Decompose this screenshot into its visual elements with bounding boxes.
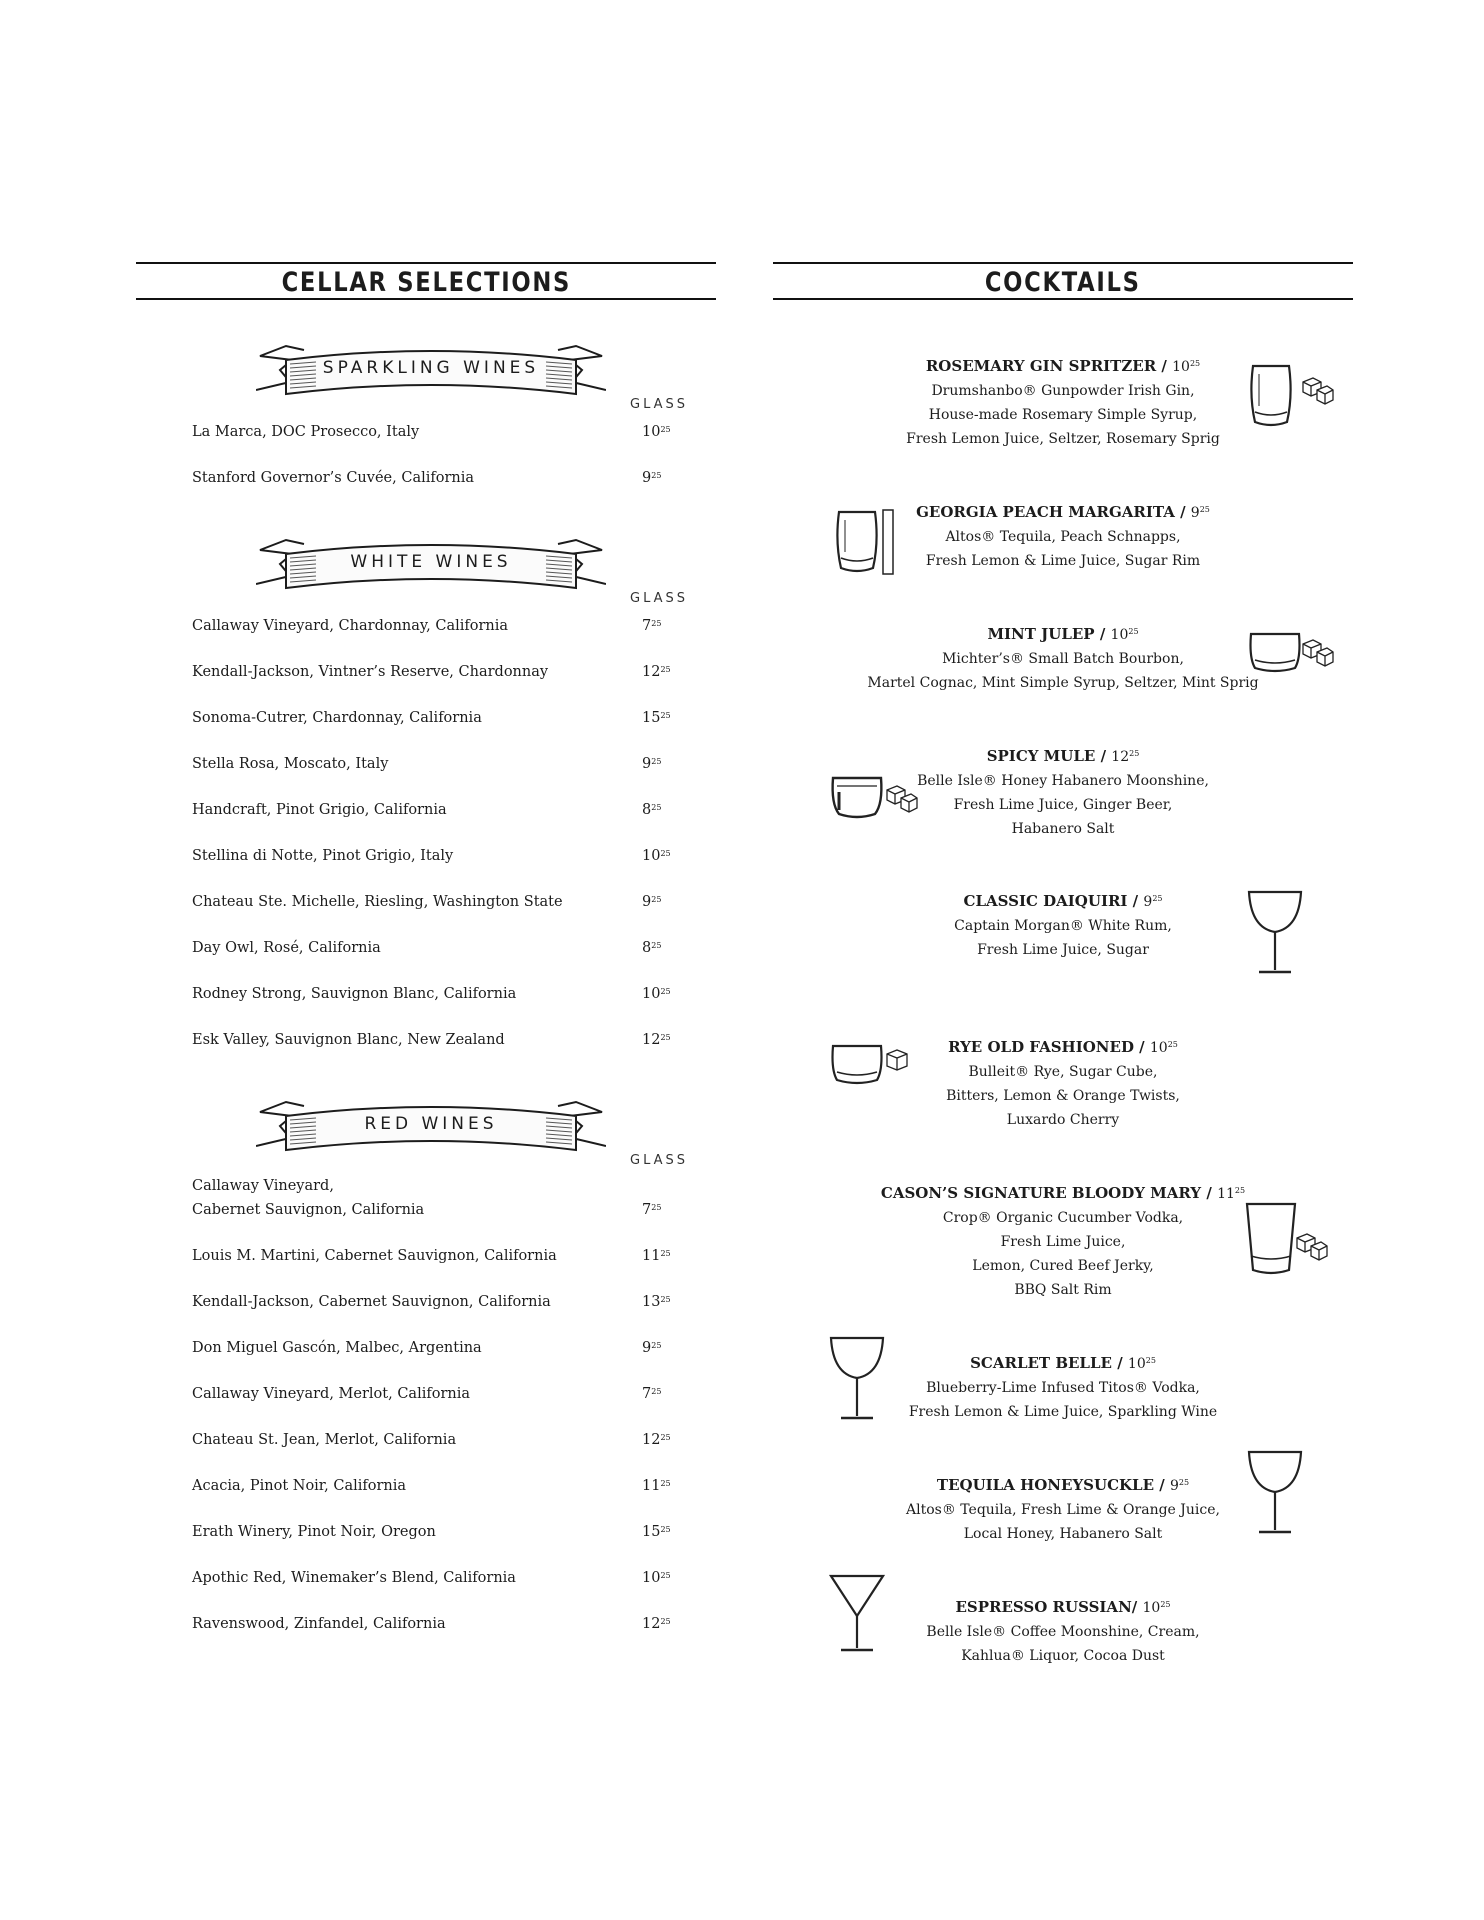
wine-row (192, 982, 712, 1006)
wine-name-line: Louis M. Martini, Cabernet Sauvignon, California (192, 1248, 557, 1264)
wine-name-line: Erath Winery, Pinot Noir, Oregon (192, 1524, 436, 1540)
cocktail-ingredients: Fresh Lemon & Lime Juice, Sugar Rim (925, 553, 1201, 569)
price-cents: 25 (1160, 1600, 1171, 1609)
wine-name (192, 1520, 622, 1544)
wine-name (192, 1428, 622, 1452)
cocktail-name: RYE OLD FASHIONED (948, 1038, 1134, 1056)
price-cents: 25 (651, 895, 662, 904)
price-dollars: 9 (642, 894, 652, 910)
highball-glass-icon (833, 508, 881, 578)
price-separator: / (1111, 1354, 1128, 1372)
wine-name (192, 1028, 622, 1052)
cocktail-price: 11 (1217, 1186, 1235, 1202)
wine-price (642, 1382, 661, 1406)
cocktail-ingredients: Luxardo Cherry (1006, 1112, 1120, 1128)
price-cents: 25 (660, 1033, 671, 1042)
cocktail-price: 9 (1190, 505, 1200, 521)
cocktail-ingredients: House-made Rosemary Simple Syrup, (928, 407, 1198, 423)
price-dollars: 9 (642, 756, 652, 772)
wine-price (642, 890, 661, 914)
wine-row (192, 798, 712, 822)
wine-name (192, 614, 622, 638)
price-dollars: 9 (642, 1340, 652, 1356)
cocktail-ingredients: Altos® Tequila, Peach Schnapps, (945, 529, 1181, 545)
wine-name-line: Chateau St. Jean, Merlot, California (192, 1432, 457, 1448)
section-banner (256, 534, 606, 598)
cellar-selections-header (136, 262, 716, 300)
price-cents: 25 (1128, 627, 1139, 636)
coupe-glass-icon (1247, 1448, 1303, 1540)
price-separator: / (1094, 625, 1111, 643)
wine-row (192, 1244, 712, 1268)
wine-price (642, 706, 671, 730)
wine-name (192, 466, 622, 490)
wine-name-line: Cabernet Sauvignon, California (192, 1202, 425, 1218)
wine-price (642, 1028, 671, 1052)
price-dollars: 7 (642, 1202, 652, 1218)
price-separator: / (1201, 1184, 1218, 1202)
wine-row (192, 1474, 712, 1498)
wine-row (192, 844, 712, 868)
cocktail-price: 10 (1149, 1040, 1168, 1056)
cocktail-name: SCARLET BELLE (970, 1354, 1112, 1372)
section-banner (256, 1096, 606, 1160)
cocktail-price: 9 (1143, 894, 1153, 910)
price-dollars: 15 (642, 1524, 661, 1540)
price-cents: 25 (1145, 1356, 1156, 1365)
wine-name-line: Stella Rosa, Moscato, Italy (192, 756, 389, 772)
price-cents: 25 (660, 1525, 671, 1534)
price-dollars: 7 (642, 1386, 652, 1402)
ice-cubes-icon (1293, 1230, 1331, 1268)
wine-name (192, 1382, 622, 1406)
price-separator: / (1095, 747, 1112, 765)
glass-column-label: GLASS (630, 1153, 689, 1168)
rocks-glass-icon (829, 1040, 885, 1090)
price-cents: 25 (1167, 1040, 1178, 1049)
wine-price (642, 466, 661, 490)
cocktail-price: 12 (1111, 749, 1130, 765)
straw-icon (881, 508, 897, 582)
wine-name (192, 890, 622, 914)
wine-row (192, 1612, 712, 1636)
wine-name (192, 1290, 622, 1314)
wine-name-line: Day Owl, Rosé, California (192, 940, 381, 956)
cocktail-ingredients: Fresh Lime Juice, Ginger Beer, (953, 797, 1173, 813)
wine-row (192, 1520, 712, 1544)
price-cents: 25 (660, 665, 671, 674)
wine-price (642, 844, 671, 868)
section-title: RED WINES (364, 1114, 498, 1134)
wine-price (642, 614, 661, 638)
wine-row (192, 1028, 712, 1052)
price-separator: / (1174, 503, 1191, 521)
price-cents: 25 (651, 1341, 662, 1350)
wine-row (192, 1566, 712, 1590)
wine-price (642, 1474, 671, 1498)
price-separator: / (1127, 892, 1144, 910)
price-dollars: 12 (642, 1432, 661, 1448)
price-dollars: 7 (642, 618, 652, 634)
cocktail-price: 10 (1142, 1600, 1161, 1616)
price-separator: / (1154, 1476, 1170, 1494)
wine-name (192, 1612, 622, 1636)
wine-name-line: Don Miguel Gascón, Malbec, Argentina (192, 1340, 482, 1356)
wine-name-line: Ravenswood, Zinfandel, California (192, 1616, 446, 1632)
ice-cube-icon (885, 1046, 909, 1078)
wine-name-line: Callaway Vineyard, Merlot, California (192, 1386, 470, 1402)
price-cents: 25 (660, 1433, 671, 1442)
cocktail-price: 10 (1127, 1356, 1146, 1372)
ice-cubes-icon (1299, 636, 1337, 674)
wine-name-line: Kendall-Jackson, Vintner’s Reserve, Chardonnay (192, 664, 549, 680)
wine-price (642, 1428, 671, 1452)
section-banner (256, 340, 606, 404)
price-dollars: 11 (642, 1478, 661, 1494)
price-cents: 25 (1234, 1186, 1246, 1195)
ice-cubes-icon (1299, 374, 1337, 412)
wine-price (642, 752, 661, 776)
wine-price (642, 798, 661, 822)
cellar-selections-column (136, 262, 716, 1632)
wine-name-line: Stanford Governor’s Cuvée, California (192, 470, 475, 486)
wine-name (192, 1336, 622, 1360)
price-dollars: 10 (642, 848, 661, 864)
wine-row (192, 752, 712, 776)
coupe-glass-icon (1247, 888, 1303, 980)
cocktail-ingredients: Crop® Organic Cucumber Vodka, (942, 1210, 1184, 1226)
price-dollars: 12 (642, 1616, 661, 1632)
cocktail-name: ESPRESSO RUSSIAN (955, 1598, 1132, 1616)
price-dollars: 11 (642, 1248, 661, 1264)
wine-name-line: Handcraft, Pinot Grigio, California (192, 802, 447, 818)
wine-name-line: Sonoma-Cutrer, Chardonnay, California (192, 710, 482, 726)
cocktails-title: COCKTAILS (985, 267, 1141, 298)
wine-name (192, 982, 622, 1006)
price-cents: 25 (660, 425, 671, 434)
price-cents: 25 (660, 1617, 671, 1626)
rocks-glass-icon (1247, 628, 1303, 678)
wine-name-line: La Marca, DOC Prosecco, Italy (192, 424, 420, 440)
wine-name (192, 936, 622, 960)
price-dollars: 9 (642, 470, 652, 486)
cocktail-name: SPICY MULE (986, 747, 1096, 765)
price-cents: 25 (651, 941, 662, 950)
cocktail-price: 9 (1169, 1478, 1179, 1494)
glass-column-label: GLASS (630, 591, 689, 606)
cocktail-ingredients: BBQ Salt Rim (1014, 1282, 1112, 1298)
cocktail-title-line (773, 744, 1353, 769)
cocktail-name: MINT JULEP (987, 625, 1095, 643)
wine-name-line: Stellina di Notte, Pinot Grigio, Italy (192, 848, 454, 864)
price-cents: 25 (660, 1479, 671, 1488)
price-dollars: 10 (642, 424, 661, 440)
cocktail-ingredients: Local Honey, Habanero Salt (963, 1526, 1163, 1542)
wine-name (192, 1566, 622, 1590)
cocktail-ingredients: Martel Cognac, Mint Simple Syrup, Seltzer, Mint Sprig (867, 675, 1259, 691)
price-cents: 25 (651, 1387, 662, 1396)
wine-price (642, 1244, 671, 1268)
wine-name-line: Chateau Ste. Michelle, Riesling, Washington State (192, 894, 563, 910)
wine-name-line: Callaway Vineyard, (192, 1178, 334, 1194)
price-dollars: 15 (642, 710, 661, 726)
wine-price (642, 1198, 661, 1222)
wine-name-line: Kendall-Jackson, Cabernet Sauvignon, California (192, 1294, 551, 1310)
cocktails-column (773, 262, 1353, 1664)
price-cents: 25 (660, 849, 671, 858)
wine-price (642, 982, 671, 1006)
wine-row (192, 706, 712, 730)
price-cents: 25 (1129, 749, 1140, 758)
cocktail-ingredients: Belle Isle® Coffee Moonshine, Cream, (926, 1624, 1200, 1640)
price-dollars: 10 (642, 1570, 661, 1586)
price-dollars: 8 (642, 940, 652, 956)
wine-name (192, 1244, 622, 1268)
cocktail-name: TEQUILA HONEYSUCKLE (936, 1476, 1155, 1494)
price-separator: / (1133, 1038, 1150, 1056)
wine-price (642, 1566, 671, 1590)
cocktail-name: CLASSIC DAIQUIRI (963, 892, 1128, 910)
pint-glass-icon (1245, 1200, 1297, 1282)
wine-row (192, 890, 712, 914)
price-separator: / (1156, 357, 1173, 375)
cocktail-ingredients: Captain Morgan® White Rum, (954, 918, 1172, 934)
price-cents: 25 (1152, 894, 1163, 903)
wine-name (192, 844, 622, 868)
wine-row (192, 936, 712, 960)
price-cents: 25 (651, 471, 662, 480)
wine-name-line: Rodney Strong, Sauvignon Blanc, California (192, 986, 517, 1002)
cocktail-name: GEORGIA PEACH MARGARITA (916, 503, 1175, 521)
cocktail-ingredients: Habanero Salt (1011, 821, 1115, 837)
price-cents: 25 (660, 1295, 671, 1304)
wine-name (192, 706, 622, 730)
price-cents: 25 (651, 757, 662, 766)
cocktail-ingredients: Kahlua® Liquor, Cocoa Dust (961, 1648, 1165, 1664)
wine-price (642, 936, 661, 960)
cocktail-name: CASON’S SIGNATURE BLOODY MARY (880, 1184, 1202, 1202)
wine-price (642, 660, 671, 684)
price-cents: 25 (660, 1571, 671, 1580)
cocktail-ingredients: Altos® Tequila, Fresh Lime & Orange Juice, (906, 1502, 1220, 1518)
cocktail-ingredients: Lemon, Cured Beef Jerky, (972, 1258, 1154, 1274)
wine-row (192, 420, 712, 444)
ice-cubes-icon (883, 782, 921, 820)
wine-name (192, 660, 622, 684)
highball-glass-icon (1247, 362, 1295, 432)
price-dollars: 13 (642, 1294, 661, 1310)
price-cents: 25 (1199, 505, 1210, 514)
wine-name (192, 1474, 622, 1498)
cocktail-name: ROSEMARY GIN SPRITZER (925, 357, 1157, 375)
cocktail-price: 10 (1172, 359, 1190, 375)
cocktail-ingredients: Fresh Lime Juice, Sugar (977, 942, 1149, 958)
wine-name (192, 420, 622, 444)
price-separator: / (1131, 1598, 1143, 1616)
wine-name (192, 798, 622, 822)
wine-price (642, 420, 671, 444)
price-dollars: 12 (642, 664, 661, 680)
price-dollars: 10 (642, 986, 661, 1002)
wine-price (642, 1336, 661, 1360)
wine-price (642, 1290, 671, 1314)
wine-row (192, 1174, 712, 1222)
cocktails-header (773, 262, 1353, 300)
section-title: SPARKLING WINES (322, 358, 540, 378)
wine-price (642, 1612, 671, 1636)
cocktail-ingredients: Blueberry-Lime Infused Titos® Vodka, (926, 1380, 1200, 1396)
section-title: WHITE WINES (350, 552, 512, 572)
wine-name-line: Acacia, Pinot Noir, California (192, 1478, 407, 1494)
glass-column-label: GLASS (630, 397, 689, 412)
wine-name-line: Esk Valley, Sauvignon Blanc, New Zealand (192, 1032, 505, 1048)
wine-row (192, 1336, 712, 1360)
cocktail-ingredients: Bitters, Lemon & Orange Twists, (946, 1088, 1180, 1104)
coupe-glass-icon (829, 1334, 885, 1426)
wine-name-line: Callaway Vineyard, Chardonnay, California (192, 618, 509, 634)
martini-glass-icon (829, 1572, 885, 1658)
wine-name-line: Apothic Red, Winemaker’s Blend, California (192, 1570, 516, 1586)
wine-price (642, 1520, 671, 1544)
cellar-selections-title: CELLAR SELECTIONS (281, 267, 571, 298)
price-cents: 25 (651, 1203, 662, 1212)
cocktail-ingredients: Fresh Lemon Juice, Seltzer, Rosemary Sprig (906, 431, 1220, 447)
price-cents: 25 (1178, 1478, 1190, 1487)
price-cents: 25 (1189, 359, 1201, 368)
wine-row (192, 660, 712, 684)
wine-row (192, 1382, 712, 1406)
price-dollars: 8 (642, 802, 652, 818)
cocktail-ingredients: Fresh Lime Juice, (1000, 1234, 1126, 1250)
price-dollars: 12 (642, 1032, 661, 1048)
price-cents: 25 (660, 1249, 671, 1258)
wine-row (192, 466, 712, 490)
copper-mug-icon (829, 772, 885, 826)
wine-row (192, 614, 712, 638)
wine-name (192, 752, 622, 776)
cocktail-ingredients: Fresh Lemon & Lime Juice, Sparkling Wine (908, 1404, 1218, 1420)
cocktail-ingredients: Drumshanbo® Gunpowder Irish Gin, (931, 383, 1195, 399)
wine-name (192, 1174, 622, 1222)
price-cents: 25 (651, 619, 662, 628)
wine-row (192, 1428, 712, 1452)
price-cents: 25 (660, 987, 671, 996)
cocktail-ingredients: Michter’s® Small Batch Bourbon, (942, 651, 1184, 667)
cocktail-ingredients: Belle Isle® Honey Habanero Moonshine, (917, 773, 1209, 789)
price-cents: 25 (660, 711, 671, 720)
cocktail-ingredients: Bulleit® Rye, Sugar Cube, (968, 1064, 1158, 1080)
wine-row (192, 1290, 712, 1314)
cocktail-price: 10 (1110, 627, 1129, 643)
price-cents: 25 (651, 803, 662, 812)
